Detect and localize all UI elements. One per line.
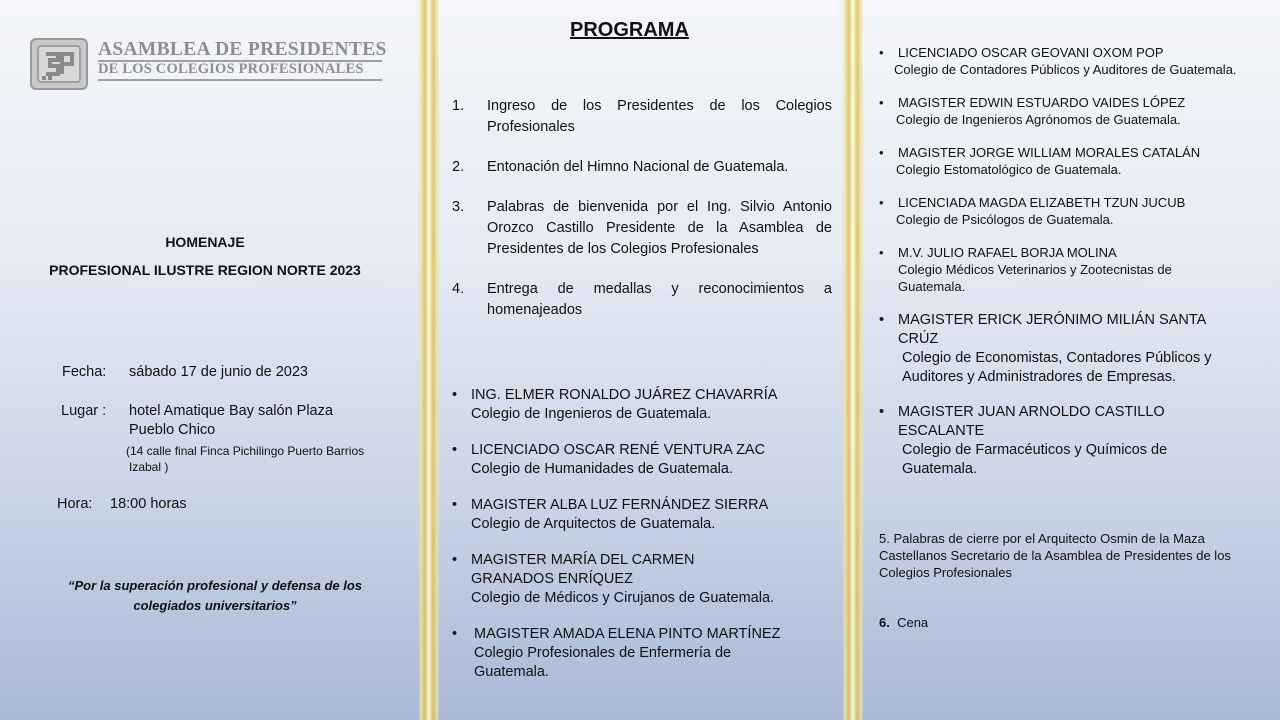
motto <box>50 576 380 616</box>
agenda-item <box>448 197 832 260</box>
place-line1: hotel Amatique Bay salón Plaza <box>129 403 333 419</box>
dinner-number: 6. <box>879 615 890 630</box>
closing-remarks <box>879 530 1269 581</box>
honoree-college: Colegio de Psicólogos de Guatemala. <box>896 212 1114 227</box>
honoree-name: LICENCIADA MAGDA ELIZABETH TZUN JUCUB <box>898 195 1186 210</box>
honoree-name: ING. ELMER RONALDO JUÁREZ CHAVARRÍA <box>471 387 778 403</box>
bullet: • <box>879 404 885 420</box>
honoree-item <box>877 194 1272 228</box>
date-value: sábado 17 de junio de 2023 <box>129 364 308 380</box>
honoree-name: LICENCIADO OSCAR RENÉ VENTURA ZAC <box>471 442 766 458</box>
bullet: • <box>452 497 458 513</box>
motto-line1: “Por la superación profesional y defensa de los <box>67 578 363 593</box>
place-line2: Pueblo Chico <box>129 422 216 438</box>
honoree-college: Colegio Estomatológico de Guatemala. <box>896 162 1122 177</box>
agenda-number: 3. <box>452 199 465 215</box>
agenda-text: Entonación del Himno Nacional de Guatemala. <box>487 159 789 175</box>
honoree-college: Colegio Profesionales de Enfermería de Guatemala. <box>474 645 732 680</box>
honorees-list-middle <box>450 386 830 699</box>
bullet: • <box>879 45 884 60</box>
agenda-text: Entrega de medallas y reconocimientos a homenajeados <box>487 281 832 318</box>
logo-line1: ASAMBLEA DE PRESIDENTES <box>98 39 387 60</box>
logo-underline <box>98 79 382 81</box>
honoree-item <box>450 386 830 424</box>
honoree-college: Colegio de Contadores Públicos y Auditores de Guatemala. <box>894 62 1237 77</box>
motto-line2: colegiados universitarios” <box>133 598 297 613</box>
time-label: Hora: <box>57 496 93 512</box>
dinner-item <box>879 615 928 630</box>
honoree-item <box>450 441 830 479</box>
honoree-item <box>877 311 1272 387</box>
honor-title: HOMENAJE <box>165 234 245 250</box>
agenda-text: Palabras de bienvenida por el Ing. Silvio Antonio Orozco Castillo Presidente de la Asamblea de Presidentes de los Colegios Profesionales <box>487 199 832 257</box>
agenda-item <box>448 157 832 178</box>
honoree-item <box>450 551 830 608</box>
honor-subtitle: PROFESIONAL ILUSTRE REGION NORTE 2023 <box>49 262 361 278</box>
bullet: • <box>452 442 458 458</box>
agenda-text: Ingreso de los Presidentes de los Colegios Profesionales <box>487 98 832 135</box>
gold-divider-left <box>418 0 440 720</box>
agenda-number: 4. <box>452 281 465 297</box>
honoree-item <box>877 94 1272 128</box>
program-agenda <box>448 96 832 340</box>
program-title: PROGRAMA <box>570 19 689 41</box>
honoree-college: Colegio Médicos Veterinarios y Zootecnistas de Guatemala. <box>898 262 1172 294</box>
honoree-name: M.V. JULIO RAFAEL BORJA MOLINA <box>898 245 1117 260</box>
honoree-name: MAGISTER JORGE WILLIAM MORALES CATALÁN <box>898 145 1201 160</box>
closing-text: Palabras de cierre por el Arquitecto Osmin de la Maza Castellanos Secretario de la Asamblea de Presidentes de los Colegios Profesionales <box>879 531 1231 580</box>
honoree-college: Colegio de Farmacéuticos y Químicos de Guatemala. <box>902 442 1168 477</box>
date-label: Fecha: <box>62 364 107 380</box>
honoree-college: Colegio de Ingenieros de Guatemala. <box>471 406 712 422</box>
bullet: • <box>879 245 884 260</box>
honoree-name: MAGISTER MARÍA DEL CARMEN GRANADOS ENRÍQUEZ <box>471 552 695 587</box>
address-line2: Izabal ) <box>129 460 169 474</box>
honoree-name: MAGISTER AMADA ELENA PINTO MARTÍNEZ <box>474 626 781 642</box>
honorees-list-right <box>877 44 1272 495</box>
closing-number: 5. <box>879 531 890 546</box>
honoree-college: Colegio de Médicos y Cirujanos de Guatemala. <box>471 590 775 606</box>
honoree-college: Colegio de Economistas, Contadores Públicos y Auditores y Administradores de Empresas. <box>902 350 1212 385</box>
ap-monogram-logo <box>30 38 88 90</box>
honoree-name: MAGISTER EDWIN ESTUARDO VAIDES LÓPEZ <box>898 95 1186 110</box>
honoree-college: Colegio de Ingenieros Agrónomos de Guatemala. <box>896 112 1181 127</box>
honoree-item <box>877 403 1272 479</box>
agenda-item <box>448 279 832 321</box>
time-value: 18:00 horas <box>110 496 187 512</box>
honoree-college: Colegio de Arquitectos de Guatemala. <box>471 516 716 532</box>
gold-divider-right <box>842 0 864 720</box>
honoree-name: LICENCIADO OSCAR GEOVANI OXOM POP <box>898 45 1164 60</box>
agenda-number: 2. <box>452 159 465 175</box>
bullet: • <box>452 387 458 403</box>
place-label: Lugar : <box>61 403 107 419</box>
honoree-item <box>877 144 1272 178</box>
dinner-text: Cena <box>897 615 929 630</box>
bullet: • <box>879 195 884 210</box>
address-line1: (14 calle final Finca Pichilingo Puerto Barrios <box>126 444 365 458</box>
honoree-item <box>877 244 1272 295</box>
agenda-number: 1. <box>452 98 465 114</box>
agenda-item <box>448 96 832 138</box>
bullet: • <box>879 145 884 160</box>
bullet: • <box>452 552 458 568</box>
bullet: • <box>879 312 885 328</box>
honoree-item <box>450 496 830 534</box>
honoree-college: Colegio de Humanidades de Guatemala. <box>471 461 733 477</box>
honoree-name: MAGISTER JUAN ARNOLDO CASTILLO ESCALANTE <box>898 404 1165 439</box>
honoree-name: MAGISTER ALBA LUZ FERNÁNDEZ SIERRA <box>471 497 769 513</box>
honoree-name: MAGISTER ERICK JERÓNIMO MILIÁN SANTA CRÚZ <box>898 312 1206 347</box>
honoree-item <box>877 44 1272 78</box>
honoree-item <box>450 625 830 682</box>
logo-line2: DE LOS COLEGIOS PROFESIONALES <box>98 61 364 77</box>
bullet: • <box>879 95 884 110</box>
bullet: • <box>452 626 458 642</box>
